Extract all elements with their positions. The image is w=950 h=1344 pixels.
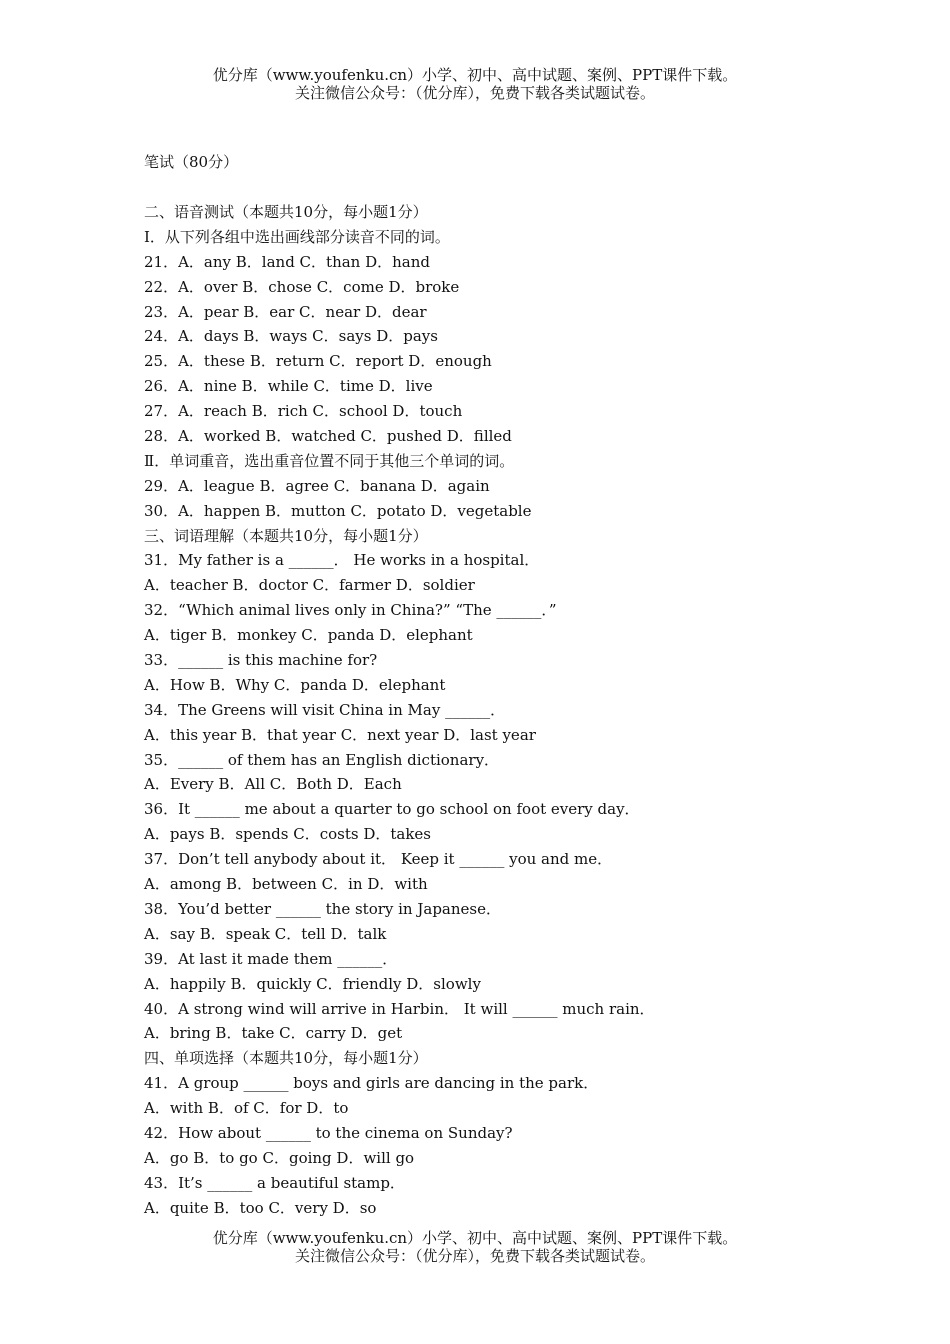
text-line: 35．______ of them has an English dictionary． bbox=[144, 750, 500, 769]
text-line: A．go B．to go C．going D．will go bbox=[144, 1148, 415, 1167]
text-line: 40．A strong wind will arrive in Harbin． It will ______ much rain． bbox=[144, 999, 655, 1018]
header-line-1: 优分库（www.youfenku.cn）小学、初中、高中试题、案例、PPT课件下载。 bbox=[212, 66, 738, 84]
page-header bbox=[0, 66, 950, 102]
text-line: A．happily B．quickly C．friendly D．slowly bbox=[144, 974, 481, 993]
text-line: 30．A．happen B．mutton C．potato D．vegetable bbox=[144, 501, 532, 520]
text-line: Ⅱ．单词重音，选出重音位置不同于其他三个单词的词。 bbox=[144, 451, 515, 470]
text-line: 34．The Greens will visit China in May ______． bbox=[144, 700, 506, 719]
text-line: 二、语音测试（本题共10分，每小题1分） bbox=[144, 203, 428, 221]
text-line: 27．A．reach B．rich C．school D．touch bbox=[144, 402, 463, 421]
text-line: A．How B．Why C．panda D．elephant bbox=[144, 675, 446, 694]
text-line: A．bring B．take C．carry D．get bbox=[144, 1024, 403, 1043]
exam-content bbox=[144, 150, 824, 1221]
text-line: 37．Don’t tell anybody about it． Keep it ______ you and me． bbox=[144, 850, 613, 869]
text-line: A．among B．between C．in D．with bbox=[144, 875, 428, 894]
text-line: 29．A．league B．agree C．banana D．again bbox=[144, 476, 490, 495]
text-line: 33．______ is this machine for? bbox=[144, 651, 378, 670]
page-title: 笔试（80分） bbox=[144, 153, 239, 171]
text-line: 41．A group ______ boys and girls are dancing in the park． bbox=[144, 1074, 599, 1093]
text-line: 39．At last it made them ______． bbox=[144, 949, 398, 968]
text-line: 26．A．nine B．while C．time D．live bbox=[144, 377, 433, 396]
text-line: 32．“Which animal lives only in China?” “The ______．” bbox=[144, 601, 557, 620]
page-footer bbox=[0, 1229, 950, 1265]
text-line: A．teacher B．doctor C．farmer D．soldier bbox=[144, 576, 475, 595]
text-line: 38．You’d better ______ the story in Japanese． bbox=[144, 899, 501, 918]
footer-line-1: 优分库（www.youfenku.cn）小学、初中、高中试题、案例、PPT课件下载。 bbox=[212, 1229, 738, 1247]
text-line: 三、词语理解（本题共10分，每小题1分） bbox=[144, 526, 428, 545]
text-line: A．this year B．that year C．next year D．last year bbox=[144, 725, 536, 744]
text-line: 22．A．over B．chose C．come D．broke bbox=[144, 277, 460, 296]
text-line: 四、单项选择（本题共10分，每小题1分） bbox=[144, 1049, 428, 1068]
text-line: Ⅰ．从下列各组中选出画线部分读音不同的词。 bbox=[144, 227, 450, 246]
text-line: A．quite B．too C．very D．so bbox=[144, 1198, 377, 1217]
text-line: A．tiger B．monkey C．panda D．elephant bbox=[144, 626, 473, 645]
footer-line-2: 关注微信公众号：（优分库），免费下载各类试题试卷。 bbox=[294, 1247, 655, 1265]
text-line: A．Every B．All C．Both D．Each bbox=[144, 775, 402, 794]
text-line: A．with B．of C．for D．to bbox=[144, 1099, 349, 1118]
text-line: 21．A．any B．land C．than D．hand bbox=[144, 252, 430, 271]
text-line: A．pays B．spends C．costs D．takes bbox=[144, 825, 432, 844]
text-line: 23．A．pear B．ear C．near D．dear bbox=[144, 302, 427, 321]
text-line: 25．A．these B．return C．report D．enough bbox=[144, 352, 492, 371]
text-line: 31．My father is a ______． He works in a hospital． bbox=[144, 551, 540, 570]
text-line: 43．It’s ______ a beautiful stamp． bbox=[144, 1173, 405, 1192]
header-line-2: 关注微信公众号：（优分库），免费下载各类试题试卷。 bbox=[294, 84, 655, 102]
text-line: 28．A．worked B．watched C．pushed D．filled bbox=[144, 427, 512, 446]
question-list bbox=[144, 200, 824, 1221]
text-line: 36．It ______ me about a quarter to go school on foot every day． bbox=[144, 800, 640, 819]
text-line: A．say B．speak C．tell D．talk bbox=[144, 924, 387, 943]
text-line: 24．A．days B．ways C．says D．pays bbox=[144, 327, 438, 346]
text-line: 42．How about ______ to the cinema on Sunday? bbox=[144, 1123, 513, 1142]
spacer bbox=[144, 175, 824, 200]
